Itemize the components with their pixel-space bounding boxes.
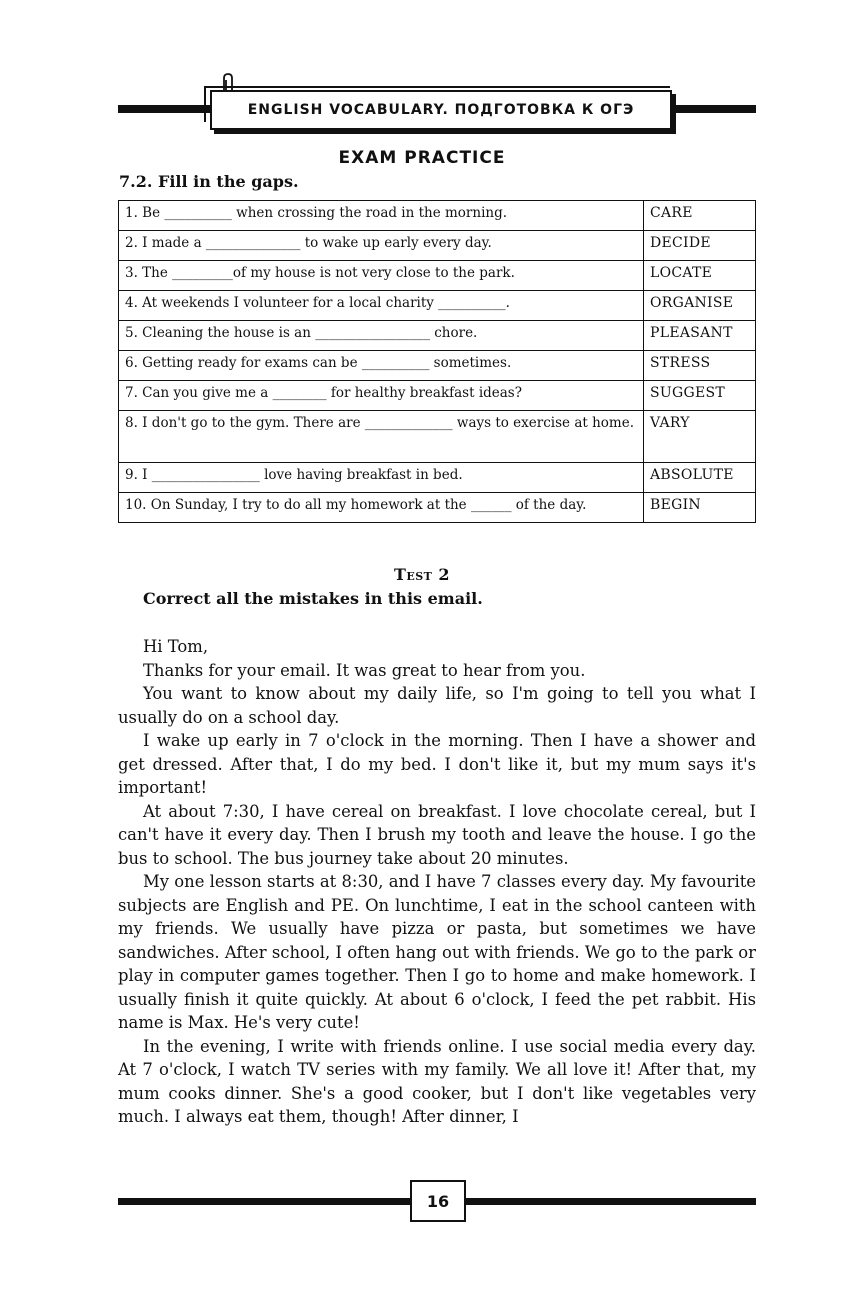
table-row	[119, 321, 756, 351]
email-paragraph: You want to know about my daily life, so I'm going to tell you what I usually do on a school day.	[118, 684, 756, 727]
word-cell: DECIDE	[644, 231, 756, 261]
sentence-cell: 7. Can you give me a ________ for healthy breakfast ideas?	[119, 381, 644, 411]
sentence-cell: 3. The _________of my house is not very close to the park.	[119, 261, 644, 291]
sentence-cell: 8. I don't go to the gym. There are _____________ ways to exercise at home.	[119, 411, 644, 463]
email-paragraph: Thanks for your email. It was great to hear from you.	[143, 660, 586, 680]
word-cell: VARY	[644, 411, 756, 463]
task-title: 7.2. Fill in the gaps.	[119, 172, 299, 191]
header-title: ENGLISH VOCABULARY. ПОДГОТОВКА К ОГЭ	[210, 90, 672, 130]
section-title: EXAM PRACTICE	[338, 148, 506, 168]
word-cell: SUGGEST	[644, 381, 756, 411]
table-row	[119, 201, 756, 231]
sentence-cell: 10. On Sunday, I try to do all my homework at the ______ of the day.	[119, 493, 644, 523]
table-row	[119, 493, 756, 523]
table-row	[119, 351, 756, 381]
email-paragraph: At about 7:30, I have cereal on breakfast. I love chocolate cereal, but I can't have it every day. Then I brush my tooth and leave the house. I go the bus to school. The bus journey take about 20 minutes.	[118, 801, 756, 868]
table-row	[119, 261, 756, 291]
sentence-cell: 6. Getting ready for exams can be __________ sometimes.	[119, 351, 644, 381]
word-cell: BEGIN	[644, 493, 756, 523]
table-row	[119, 463, 756, 493]
sentence-cell: 4. At weekends I volunteer for a local charity __________.	[119, 291, 644, 321]
word-cell: PLEASANT	[644, 321, 756, 351]
email-paragraph: In the evening, I write with friends online. I use social media every day. At 7 o'clock, I watch TV series with my family. We all love it! After that, my mum cooks dinner. She's a good cooker, but I don't like vegetables very much. I always eat them, though! After dinner, I	[118, 1036, 756, 1126]
word-cell: STRESS	[644, 351, 756, 381]
test-instruction: Correct all the mistakes in this email.	[143, 589, 483, 608]
sentence-cell: 5. Cleaning the house is an _________________ chore.	[119, 321, 644, 351]
email-paragraph: My one lesson starts at 8:30, and I have 7 classes every day. My favourite subjects are English and PE. On lunchtime, I eat in the school canteen with my friends. We usually have pizza or pasta, but sometimes we have sandwiches. After school, I often hang out with friends. We go to the park or play in computer games together. Then I go to home and make homework. I usually finish it quite quickly. At about 6 o'clock, I feed the pet rabbit. His name is Max. He's very cute!	[118, 872, 756, 1032]
word-cell: LOCATE	[644, 261, 756, 291]
page-header	[118, 72, 756, 132]
table-row	[119, 411, 756, 463]
word-cell: ORGANISE	[644, 291, 756, 321]
table-row	[119, 231, 756, 261]
table-row	[119, 291, 756, 321]
page-number: 16	[410, 1180, 466, 1222]
table-row	[119, 381, 756, 411]
vocabulary-table	[118, 200, 756, 523]
word-cell: ABSOLUTE	[644, 463, 756, 493]
sentence-cell: 2. I made a ______________ to wake up early every day.	[119, 231, 644, 261]
sentence-cell: 9. I ________________ love having breakfast in bed.	[119, 463, 644, 493]
word-cell: CARE	[644, 201, 756, 231]
page-footer	[118, 1180, 756, 1224]
email-text	[118, 635, 756, 1129]
sentence-cell: 1. Be __________ when crossing the road in the morning.	[119, 201, 644, 231]
email-paragraph: I wake up early in 7 o'clock in the morning. Then I have a shower and get dressed. After that, I do my bed. I don't like it, but my mum says it's important!	[118, 731, 756, 797]
test-title: Test 2	[393, 565, 451, 584]
email-paragraph: Hi Tom,	[143, 637, 209, 656]
